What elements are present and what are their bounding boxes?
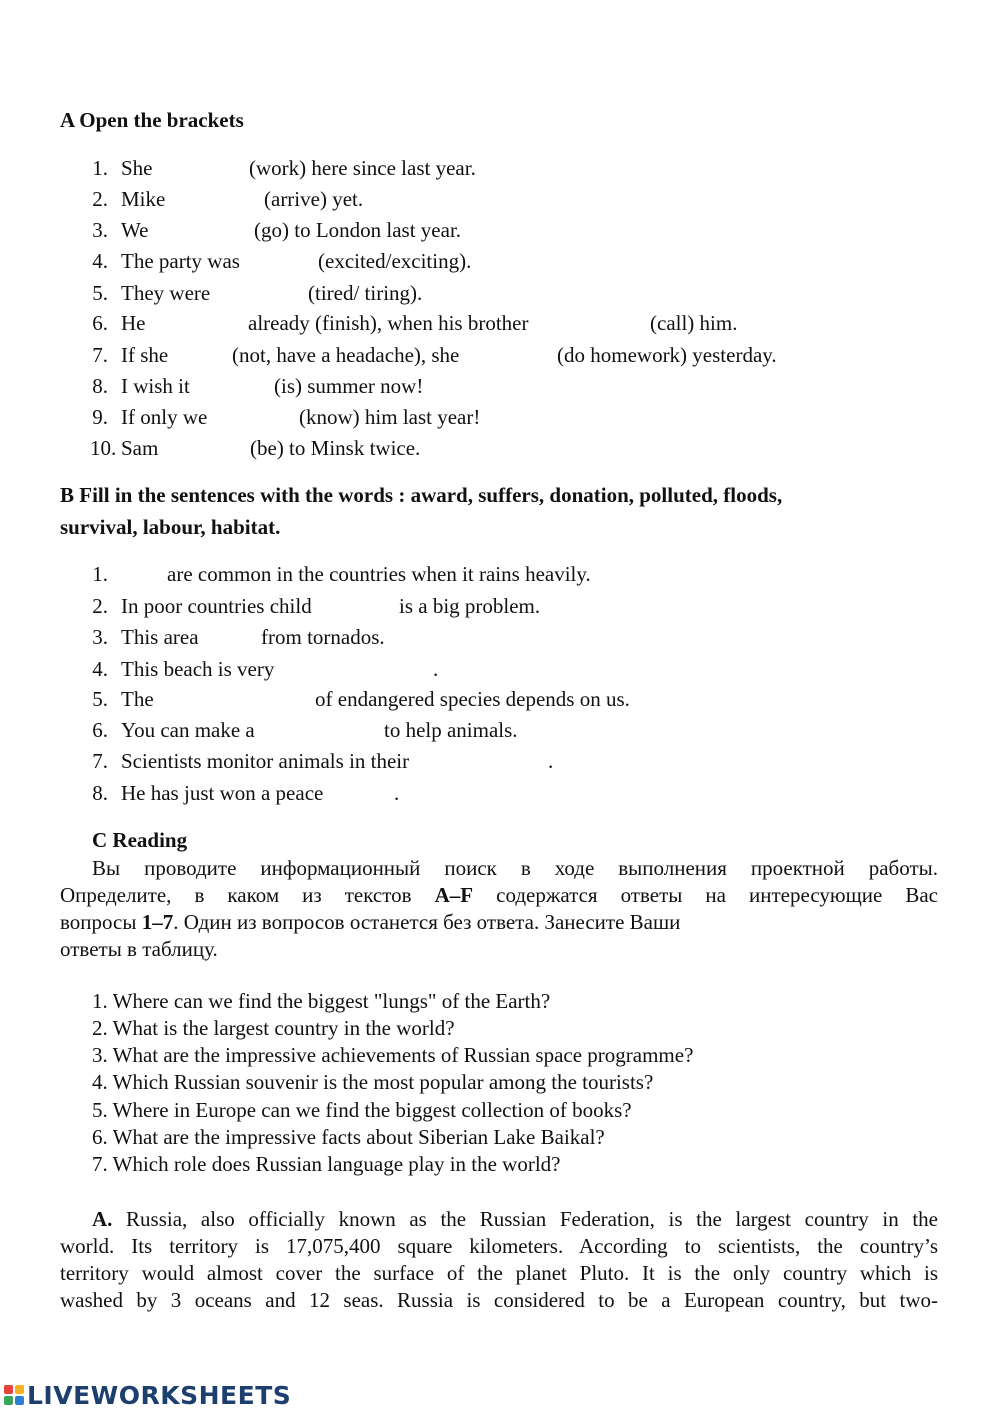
item-text: .: [548, 749, 554, 773]
item-number: 10.: [90, 436, 117, 460]
item-text: (call) him.: [650, 311, 738, 335]
item-text: This beach is very: [121, 657, 275, 681]
item-text: to help animals.: [384, 718, 518, 742]
item-number: 7.: [92, 343, 108, 367]
text-a-label: A.: [92, 1207, 113, 1231]
item-text: The: [121, 687, 154, 711]
item-text: (know) him last year!: [299, 405, 481, 429]
item-number: 6.: [92, 718, 108, 742]
instruction-line: [60, 909, 938, 936]
item-number: 1.: [92, 156, 108, 180]
item-text: (is) summer now!: [274, 374, 424, 398]
item-text: (excited/exciting).: [318, 249, 472, 273]
item-text: (be) to Minsk twice.: [250, 436, 421, 460]
item-text: .: [394, 781, 400, 805]
item-text: The party was: [121, 249, 240, 273]
item-number: 6.: [92, 311, 108, 335]
item-number: 8.: [92, 781, 108, 805]
section-c-title: C Reading: [92, 828, 188, 852]
item-number: 7.: [92, 749, 108, 773]
item-number: 1.: [92, 562, 108, 586]
item-text: He: [121, 311, 146, 335]
liveworksheets-logo: [4, 1378, 291, 1412]
item-text: If only we: [121, 405, 208, 429]
item-text: Sam: [121, 436, 159, 460]
question-item: 6. What are the impressive facts about Siberian Lake Baikal?: [92, 1125, 605, 1149]
item-number: 9.: [92, 405, 108, 429]
item-text: (not, have a headache), she: [232, 343, 460, 367]
item-number: 5.: [92, 281, 108, 305]
paragraph-line: [60, 1206, 938, 1233]
item-number: 8.: [92, 374, 108, 398]
item-text: (tired/ tiring).: [308, 281, 423, 305]
item-text: You can make a: [121, 718, 255, 742]
item-number: 2.: [92, 594, 108, 618]
item-text: Mike: [121, 187, 166, 211]
instruction-line: ответы в таблицу.: [60, 937, 218, 961]
item-number: 4.: [92, 657, 108, 681]
question-item: 4. Which Russian souvenir is the most popular among the tourists?: [92, 1070, 654, 1094]
paragraph-line: washed by 3 oceans and 12 seas. Russia is considered to be a European country, but two-: [60, 1288, 938, 1312]
question-item: 1. Where can we find the biggest "lungs" of the Earth?: [92, 989, 551, 1013]
item-text: In poor countries child: [121, 594, 312, 618]
item-text: They were: [121, 281, 211, 305]
item-text: If she: [121, 343, 169, 367]
item-number: 4.: [92, 249, 108, 273]
section-b-title: B Fill in the sentences with the words : award, suffers, donation, polluted, floods,: [60, 483, 783, 507]
instruction-line: [60, 882, 938, 909]
paragraph-line: world. Its territory is 17,075,400 square kilometers. According to scientists, the country’s: [60, 1234, 938, 1258]
item-text: .: [433, 657, 439, 681]
instruction-line: Вы проводите информационный поиск в ходе выполнения проектной работы.: [92, 856, 938, 880]
section-c-instructions: [60, 855, 938, 963]
item-text: is a big problem.: [399, 594, 541, 618]
item-text: from tornados.: [261, 625, 385, 649]
question-item: 3. What are the impressive achievements of Russian space programme?: [92, 1043, 694, 1067]
instruction-text: вопросы: [60, 910, 142, 934]
text-a-paragraph: [60, 1206, 938, 1314]
instruction-bold: A–F: [434, 883, 474, 907]
instruction-text: содержатся ответы на интересующие Вас: [473, 883, 938, 907]
item-text: She: [121, 156, 153, 180]
item-text: (arrive) yet.: [264, 187, 364, 211]
item-text: We: [121, 218, 149, 242]
item-text: I wish it: [121, 374, 190, 398]
logo-mark-icon: [4, 1385, 24, 1405]
section-b-title-cont: survival, labour, habitat.: [60, 515, 281, 539]
question-item: 7. Which role does Russian language play in the world?: [92, 1152, 561, 1176]
item-text: (work) here since last year.: [249, 156, 476, 180]
item-text: He has just won a peace: [121, 781, 324, 805]
item-text: already (finish), when his brother: [248, 311, 529, 335]
question-item: 5. Where in Europe can we find the biggest collection of books?: [92, 1098, 632, 1122]
instruction-text: Определите, в каком из текстов: [60, 883, 435, 907]
item-number: 2.: [92, 187, 108, 211]
item-number: 3.: [92, 625, 108, 649]
instruction-text: . Один из вопросов останется без ответа. Занесите Ваши: [173, 910, 681, 934]
item-number: 3.: [92, 218, 108, 242]
item-text: This area: [121, 625, 199, 649]
item-text: are common in the countries when it rains heavily.: [167, 562, 591, 586]
logo-text: LIVEWORKSHEETS: [27, 1380, 292, 1410]
logo-square: [15, 1385, 24, 1394]
item-number: 5.: [92, 687, 108, 711]
question-item: 2. What is the largest country in the world?: [92, 1016, 455, 1040]
logo-square: [4, 1396, 13, 1405]
section-a-title: A Open the brackets: [60, 108, 244, 132]
logo-square: [4, 1385, 13, 1394]
instruction-bold: 1–7: [141, 910, 174, 934]
paragraph-line: territory would almost cover the surface of the planet Pluto. It is the only country which is: [60, 1261, 938, 1285]
item-text: (go) to London last year.: [254, 218, 462, 242]
logo-square: [15, 1396, 24, 1405]
item-text: of endangered species depends on us.: [315, 687, 630, 711]
paragraph-text: Russia, also officially known as the Russian Federation, is the largest country in the: [126, 1207, 938, 1231]
item-text: (do homework) yesterday.: [557, 343, 777, 367]
item-text: Scientists monitor animals in their: [121, 749, 410, 773]
